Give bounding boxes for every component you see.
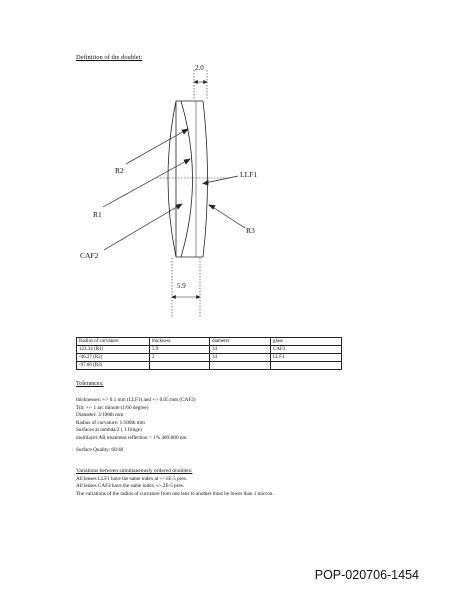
leader-r3: [211, 206, 245, 228]
bottom-dimension-arrow-left: [172, 296, 176, 299]
tolerances-list: [76, 397, 196, 454]
table-header-cell: thickness: [150, 338, 210, 346]
variations-list: [76, 476, 274, 498]
table-header-cell: glass: [271, 338, 342, 346]
leader-llf1: [205, 176, 238, 183]
table-header-cell: Radius of curvature: [77, 338, 150, 346]
label-r2: R2: [115, 166, 124, 175]
tolerance-line: Surfaces at lambda/2 ( 1 fringe): [76, 427, 142, 434]
document-id: POP-020706-1454: [314, 568, 419, 582]
table-cell: [150, 362, 210, 370]
table-cell: 5.9: [150, 346, 210, 354]
label-llf1: LLF1: [240, 170, 258, 179]
tolerance-line: thicknesses: +/- 0.1 mm (LLF1) and +/- 0.05 mm (CAF2): [76, 397, 196, 403]
tolerance-line: multilayer AR treatment reflection < 1% 400-800 nm: [76, 434, 187, 441]
table-row: [77, 362, 342, 370]
variation-line: All lenses LLF1 have the same index at +/-1E-5 pres.: [76, 476, 187, 482]
variation-line: The variations of the radius of curvature from one lens to another must be lower than 1 micron.: [76, 490, 274, 497]
tolerances-title: Tolerances:: [76, 381, 104, 387]
label-caf2: CAF2: [80, 251, 99, 260]
label-r3: R3: [246, 226, 255, 235]
doublet-specification-table: [76, 337, 342, 370]
label-r1: R1: [93, 210, 102, 219]
table-cell: 2: [150, 354, 210, 362]
variation-line: All lenses CAF2 have the same index +/- 2E-5 pres.: [76, 483, 185, 490]
table-row: [77, 346, 342, 354]
leader-r2-arrow: [182, 129, 188, 134]
dimension-label-top: 2.0: [195, 64, 204, 72]
surface-r3: [203, 101, 208, 257]
doublet-definition-title: Definition of the doublet:: [76, 54, 143, 61]
top-dimension-arrow-right: [204, 81, 208, 84]
table-cell: [210, 362, 271, 370]
table-cell: 123.34 (R1): [77, 346, 150, 354]
top-dimension-arrow-left: [194, 81, 198, 84]
bottom-dimension-arrow-right: [197, 296, 201, 299]
tolerance-line: Surface Quality: 60/40: [76, 446, 124, 453]
surface-r1: [168, 101, 176, 257]
table-cell: CAF2: [271, 346, 342, 354]
table-header-cell: diameter: [210, 338, 271, 346]
table-cell: LLF1: [271, 354, 342, 362]
tolerance-line: Tilt: +/- 1 arc minute (1/60 degree): [76, 404, 149, 411]
table-cell: 34: [210, 354, 271, 362]
tolerance-line: Diameter: 3/100th mm: [76, 412, 124, 419]
table-cell: -97.06 (R3): [77, 362, 150, 370]
leader-caf2-arrow: [176, 204, 182, 209]
dimension-label-bottom: 5.9: [177, 282, 186, 290]
surface-r2: [181, 101, 193, 257]
table-row: [77, 354, 342, 362]
leader-r2: [126, 130, 186, 164]
leader-caf2: [104, 205, 180, 250]
table-header-row: [77, 338, 342, 346]
table-cell: [271, 362, 342, 370]
table-cell: 34: [210, 346, 271, 354]
leader-llf1-arrow: [203, 181, 208, 186]
variations-title: Variations between simultaneously ordered doublets:: [76, 468, 193, 474]
leader-r1-arrow: [184, 159, 190, 164]
tolerance-line: Radius of curvature: 1/100th mm: [76, 419, 145, 426]
table-cell: -46.27 (R2): [77, 354, 150, 362]
